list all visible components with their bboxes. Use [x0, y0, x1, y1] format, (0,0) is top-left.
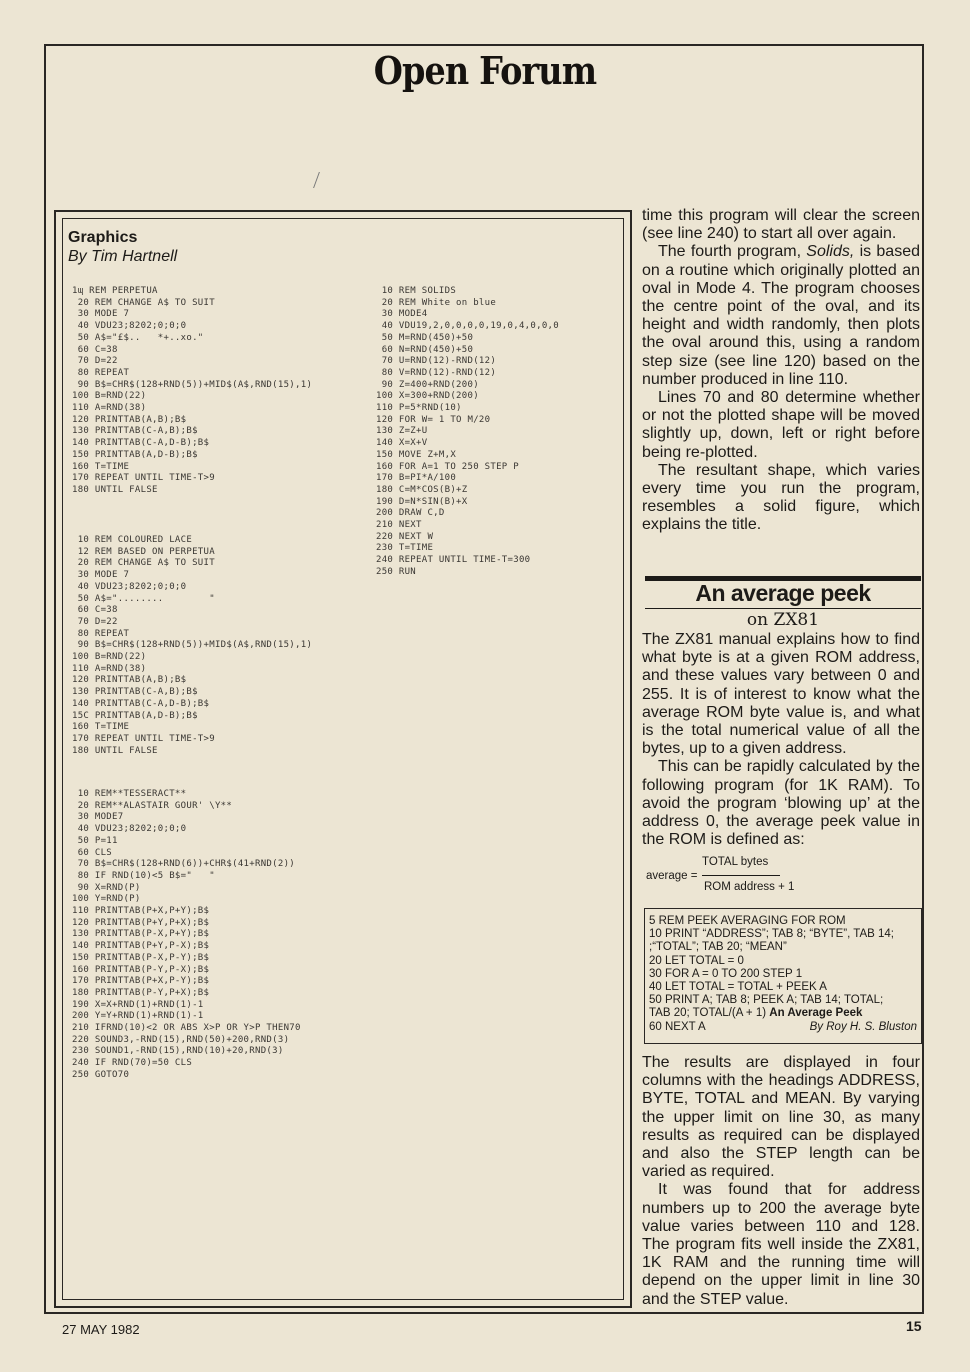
average-formula: [646, 856, 922, 898]
article-byline: By Tim Hartnell: [68, 248, 178, 265]
listing-line: 60 NEXT A By Roy H. S. Bluston: [649, 1020, 917, 1033]
formula-denominator: ROM address + 1: [704, 881, 795, 893]
section-rule-thin: [645, 608, 921, 609]
listing-line: 40 LET TOTAL = TOTAL + PEEK A: [649, 981, 827, 994]
credit-author: By Roy H. S. Bluston: [809, 1020, 917, 1033]
listing-line: 10 PRINT “ADDRESS”; TAB 8; “BYTE”, TAB 14;: [649, 928, 894, 941]
listing-tesseract: 10 REM**TESSERACT** 20 REM**ALASTAIR GOUR' \Y** 30 MODE7 40 VDU23;8202;0;0;0 50 P=11 60 CLS 70 B$=CHR$(128+RND(6))+CHR$(41+RND(2)) 80 IF RND(10)<5 B$=" " 90 X=RND(P) 100 Y=RND(P) 110 PRINTTAB(P+X,P+Y);B$ 120 PRINTTAB(P+Y,P+X);B$ 130 PRINTTAB(P-X,P+Y);B$ 140 PRINTTAB(P+Y,P-X);B$ 150 PRINTTAB(P-X,P-Y);B$ 160 PRINTTAB(P-Y,P-X);B$ 170 PRINTTAB(P+X,P-Y);B$ 180 PRINTTAB(P-Y,P+X);B$ 190 X=X+RND(1)+RND(1)-1 200 Y=Y+RND(1)+RND(1)-1 210 IFRND(10)<2 OR ABS X>P OR Y>P THEN70 220 SOUND3,-RND(15),RND(50)+200,RND(3) 230 SOUND1,-RND(15),RND(10)+20,RND(3) 240 IF RND(70)=50 CLS 250 GOTO70: [72, 789, 301, 1080]
peek-results: [642, 1054, 920, 1309]
listing-line: 20 LET TOTAL = 0: [649, 954, 744, 967]
fraction-bar: [702, 875, 780, 876]
listing-perpetua: 1ɰ REM PERPETUA 20 REM CHANGE A$ TO SUIT 30 MODE 7 40 VDU23;8202;0;0;0 50 A$="£$.. *+..xo." 60 C=38 70 D=22 80 REPEAT 90 B$=CHR$(128+RND(5))+MID$(A$,RND(15),1) 100 B=RND(22) 110 A=RND(38) 120 PRINTTAB(A,B);B$ 130 PRINTTAB(C-A,B);B$ 140 PRINTTAB(C-A,D-B);B$ 150 PRINTTAB(A,D-B);B$ 160 T=TIME 170 REPEAT UNTIL TIME-T>9 180 UNTIL FALSE: [72, 286, 313, 495]
paragraph: The resultant shape, which varies every time you run the program, resembles a solid figure, which explains the title.: [642, 461, 920, 534]
listing-line: 5 REM PEEK AVERAGING FOR ROM: [649, 915, 846, 927]
article-title: Graphics: [68, 229, 138, 246]
masthead: Open Forum: [373, 48, 597, 93]
credit-title: An Average Peek: [769, 1007, 863, 1020]
formula-label: average =: [646, 870, 698, 882]
page-number: 15: [906, 1318, 922, 1334]
listing-coloured-lace: 10 REM COLOURED LACE 12 REM BASED ON PERPETUA 20 REM CHANGE A$ TO SUIT 30 MODE 7 40 VDU23;8202;0;0;0 50 A$="........ " 60 C=38 70 D=22 80 REPEAT 90 B$=CHR$(128+RND(5))+MID$(A$,RND(15),1) 100 B=RND(22) 110 A=RND(38) 120 PRINTTAB(A,B);B$ 130 PRINTTAB(C-A,B);B$ 140 PRINTTAB(C-A,D-B);B$ 15C PRINTTAB(A,D-B);B$ 160 T=TIME 170 REPEAT UNTIL TIME-T>9 180 UNTIL FALSE: [72, 535, 313, 756]
graphics-continuation: [642, 207, 920, 535]
paragraph: time this program will clear the screen (see line 240) to start all over again.: [642, 207, 920, 243]
peek-listing: [644, 908, 922, 1044]
listing-line: 30 FOR A = 0 TO 200 STEP 1: [649, 967, 803, 980]
paragraph: This can be rapidly calculated by the following program (for 1K RAM). To avoid the program ‘blowing up’ at the address 0, the average peek value in the ROM is defined as:: [642, 758, 920, 849]
paragraph: The fourth program, Solids, is based on a routine which originally plotted an oval in Mode 4. The program chooses the centre point of the oval, and its height and width randomly, then plots the oval around this, using a random step size (see line 120) based on the number produced in line 110.: [642, 243, 920, 388]
listing-line: 50 PRINT A; TAB 8; PEEK A; TAB 14; TOTAL;: [649, 994, 884, 1007]
listing-line: TAB 20; TOTAL/(A + 1) An Average Peek: [649, 1007, 863, 1020]
peek-intro: [642, 631, 920, 849]
paragraph: The ZX81 manual explains how to find what byte is at a given ROM address, and these values vary between 0 and 255. It is of interest to know what the average ROM byte value is, and what is the total numerical value of all the bytes, up to a given address.: [642, 631, 920, 758]
paragraph: The results are displayed in four columns with the headings ADDRESS, BYTE, TOTAL and MEAN. By varying the upper limit on line 30, as many results as required can be displayed and also the STEP length can be varied as required.: [642, 1054, 920, 1181]
listing-solids: 10 REM SOLIDS 20 REM White on blue 30 MODE4 40 VDU19,2,0,0,0,0,19,0,4,0,0,0 50 M=RND(450)+50 60 N=RND(450)+50 70 U=RND(12)-RND(12) 80 V=RND(12)-RND(12) 90 Z=400+RND(200) 100 X=300+RND(200) 110 P=5*RND(10) 120 FOR W= 1 TO M/20 130 Z=Z+U 140 X=X+V 150 MOVE Z+M,X 160 FOR A=1 TO 250 STEP P 170 B=PI*A/100 180 C=M*COS(B)+Z 190 D=N*SIN(B)+X 200 DRAW C,D 210 NEXT 220 NEXT W 230 T=TIME 240 REPEAT UNTIL TIME-T=300 250 RUN: [376, 286, 559, 577]
paragraph: It was found that for address numbers up to 200 the average byte value varies between 110 and 128. The program fits well inside the ZX81, 1K RAM and the running time will depend on the upper limit in line 30 and the STEP value.: [642, 1181, 920, 1308]
paragraph: Lines 70 and 80 determine whether or not the plotted shape will be moved slightly up, down, left or right before being re-plotted.: [642, 389, 920, 461]
formula-numerator: TOTAL bytes: [702, 856, 769, 868]
section-subtitle: on ZX81: [746, 610, 820, 630]
issue-date: 27 MAY 1982: [62, 1322, 140, 1337]
listing-line: ;“TOTAL”; TAB 20; “MEAN”: [649, 941, 787, 954]
section-title: An average peek: [695, 580, 871, 606]
